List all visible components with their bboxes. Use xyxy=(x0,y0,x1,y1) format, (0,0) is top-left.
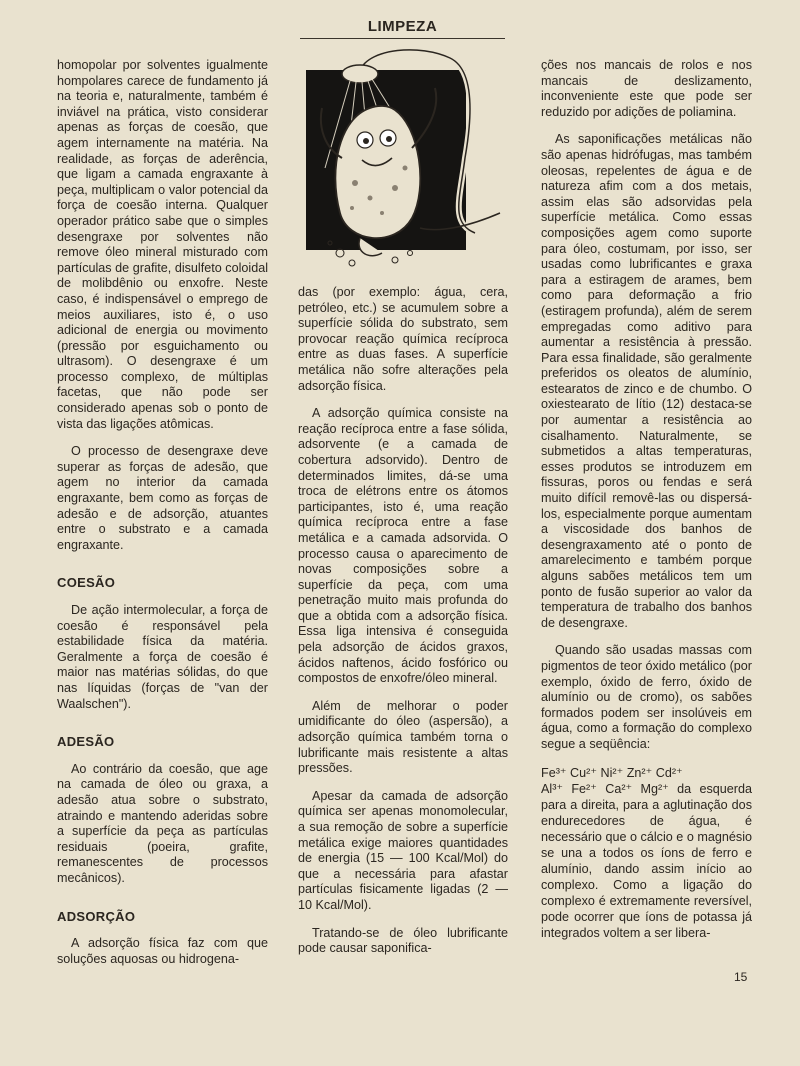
heading-adesao: ADESÃO xyxy=(57,734,115,750)
paragraph: As saponificações metálicas não são apenas hidrófugas, mas também oleosas, repelentes de água e de natureza afim com a dos metais, assim elas são adsorvidas pela superfície metálica. Como essas composições agem como suporte para óleo, costumam, por isso, ser usadas como lubrificantes e graxa para a estiragem de arames, bem como para deformação a frio (estiragem profunda), além de serem empregadas como aditivo para aumentar a resistência à pressão. Para essa finalidade, são geralmente preferidos os oleatos de alumínio, estearatos de zinco e de chumbo. O oxiestearato de lítio (12) destaca-se por aumentar a resistência ao cisalhamento. Naturalmente, se submetidos a altas temperaturas, esses produtos se introduzem em fissuras, poros ou fendas e será muito difícil removê-las ou dispersá-los, especialmente porque aumentam a viscosidade dos banhos de desengraxamento até o ponto de amarelecimento e também porque alguns sabões metálicos tem um ponto de fusão superior ao valor da temperatura de trabalho dos banhos de desengraxe. xyxy=(541,132,752,630)
drop-body xyxy=(335,106,420,238)
paragraph: A adsorção química consiste na reação recíproca entre a fase sólida, adsorvente (e a camada de cobertura adsorvido). Dentro de determinados limites, dá-se uma troca de elétrons entre os átomos participantes, isto é, uma reação química recíproca entre a fase metálica e a camada adsorvida. O processo causa o aparecimento de novas composições sobre a superfície da peça, com uma penetração muito mais profunda do que a obtida com a adsorção física. Essa liga intensiva é conseguida pela adsorção de ácidos graxos, ácidos naftenos, ácido fosfórico ou compostos de enxofre/óleo mineral. xyxy=(298,406,508,686)
ion-sequence-line1: Fe³⁺ Cu²⁺ Ni²⁺ Zn²⁺ Cd²⁺ xyxy=(541,765,683,780)
paragraph: Apesar da camada de adsorção química ser apenas monomolecular, a sua remoção de sobre a superfície metálica exige maiores quantidades de energia (15 — 100 Kcal/Mol) do que a necessária para afastar partículas fisicamente ligadas (2 — 10 Kcal/Mol). xyxy=(298,788,508,912)
page-number: 15 xyxy=(734,970,748,984)
text-column-middle xyxy=(298,285,508,969)
paragraph: Tratando-se de óleo lubrificante pode causar saponifica- xyxy=(298,925,508,956)
text-column-right xyxy=(541,58,752,953)
paragraph: A adsorção física faz com que soluções aquosas ou hidrogena- xyxy=(57,936,268,966)
cartoon-shower-drop-illustration xyxy=(300,48,510,280)
heading-coesao: COESÃO xyxy=(57,575,116,591)
paragraph: Além de melhorar o poder umidificante do óleo (aspersão), a adsorção química também torna o lubrificante mais resistente a altas pressões. xyxy=(298,698,508,776)
paragraph: das (por exemplo: água, cera, petróleo, etc.) se acumulem sobre a superfície sólida do substrato, sem provocar reação química recíproca entre as duas fases. A superfície metálica não sofre alterações pela adsorção física. xyxy=(298,285,508,393)
paragraph: O processo de desengraxe deve superar as forças de adesão, que agem no interior da camada engraxante, bem como as forças de adesão e de adsorção, atuantes entre o substrato e a camada engraxante. xyxy=(57,444,268,552)
paragraph: Quando são usadas massas com pigmentos de teor óxido metálico (por exemplo, óxido de ferro, óxido de alumínio ou de cromo), os sabões formados podem ser insolúveis em água, como a formação do complexo segue a seqüência: xyxy=(541,643,752,751)
text-column-left xyxy=(57,58,268,979)
ion-sequence-line2: Al³⁺ Fe²⁺ Ca²⁺ Mg²⁺ xyxy=(541,781,669,796)
paragraph: Ao contrário da coesão, que age na camada de óleo ou graxa, a adesão atua sobre o substrato, atraindo e mantendo aderidas sobre a superfície da peça as partículas residuais (poeira, grafite, remanescentes de processos mecânicos). xyxy=(57,761,268,885)
heading-adsorcao: ADSORÇÃO xyxy=(57,908,136,924)
paragraph: De ação intermolecular, a força de coesão é responsável pela estabilidade física da matéria. Geralmente a força de coesão é maior nas matérias sólidas, do que nas líquidas (forças de "van der Waalschen"). xyxy=(57,603,268,711)
illustration-svg xyxy=(300,48,510,280)
paragraph-continuation: da esquerda para a direita, para a aglutinação dos endurecedores de água, é necessário que o cálcio e o magnésio se una a todos os íons de ferro e alumínio, dando assim início ao complexo. Como a ligação do complexo é extremamente reversível, pode ocorrer que íons de potassa já integrados voltem a ser libera- xyxy=(541,781,752,940)
section-title: LIMPEZA xyxy=(367,18,438,35)
paragraph: homopolar por solventes igualmente hompolares carece de fundamento já na teoria e, naturalmente, também é inviável na prática, visto considerar apenas as forças de coesão, que agem internamente na matéria. Na realidade, as forças de aderência, que ligam a camada engraxante à peça, multiplicam o valor potencial da força de coesão interna. Qualquer operador prático sabe que o simples desengraxe por solventes não remove óleo mineral misturado com partículas de grafite, disulfeto coloidal de molibdênio ou enxofre. Neste caso, é indispensável o emprego de meios auxiliares, isto é, o uso adicional de energia ou movimento (pressão por esguichamento ou ultrasom). O desengraxe é um processo complexo, de múltiplas facetas, que não pode ser considerado apenas sob o ponto de vista das ligações atômicas. xyxy=(57,58,268,431)
paragraph: ções nos mancais de rolos e nos mancais de deslizamento, inconveniente este que pode ser reduzido por adições de poliamina. xyxy=(541,58,752,119)
header-rule xyxy=(300,38,505,39)
ion-sequence-paragraph xyxy=(541,765,752,941)
